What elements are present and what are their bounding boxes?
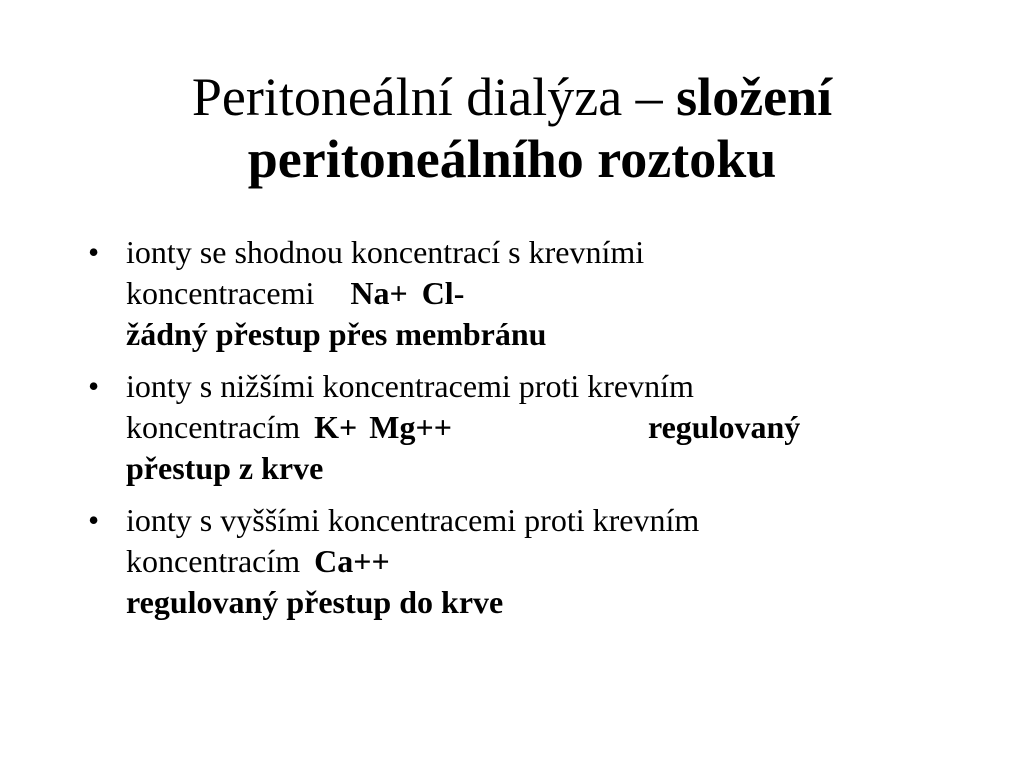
bullet-line: ionty se shodnou koncentrací s krevními — [126, 234, 645, 270]
bullet-note: regulovaný — [647, 409, 801, 445]
bullet-item-equal-ions — [88, 232, 948, 355]
bullet-note: přestup z krve — [126, 450, 324, 486]
bullet-item-lower-ions — [88, 366, 948, 489]
bullet-note: žádný přestup přes membránu — [126, 316, 547, 352]
bullet-text: koncentracím — [126, 543, 301, 579]
ion-label: Mg++ — [369, 409, 452, 445]
slide-title — [60, 66, 964, 190]
bullet-item-higher-ions — [88, 500, 948, 623]
title-bold-part-1: složení — [676, 67, 833, 127]
bullet-note: regulovaný přestup do krve — [126, 584, 504, 620]
ion-label: Na+ — [350, 275, 408, 311]
bullet-dot-icon: • — [88, 234, 100, 270]
bullet-dot-icon: • — [88, 368, 100, 404]
bullet-line — [126, 407, 948, 448]
bullet-text: koncentracemi — [126, 275, 315, 311]
bullet-text: koncentracím — [126, 409, 301, 445]
ion-label: Cl- — [421, 275, 465, 311]
bullet-line — [126, 273, 948, 314]
ion-label: K+ — [314, 409, 358, 445]
bullet-list — [88, 232, 948, 634]
bullet-line: ionty s nižšími koncentracemi proti krevním — [126, 368, 694, 404]
ion-label: Ca++ — [314, 543, 390, 579]
bullet-line: ionty s vyššími koncentracemi proti krevním — [126, 502, 700, 538]
title-bold-part-2: peritoneálního roztoku — [247, 129, 777, 189]
title-normal-part: Peritoneální dialýza – — [191, 67, 677, 127]
bullet-line — [126, 541, 948, 582]
bullet-dot-icon: • — [88, 502, 100, 538]
